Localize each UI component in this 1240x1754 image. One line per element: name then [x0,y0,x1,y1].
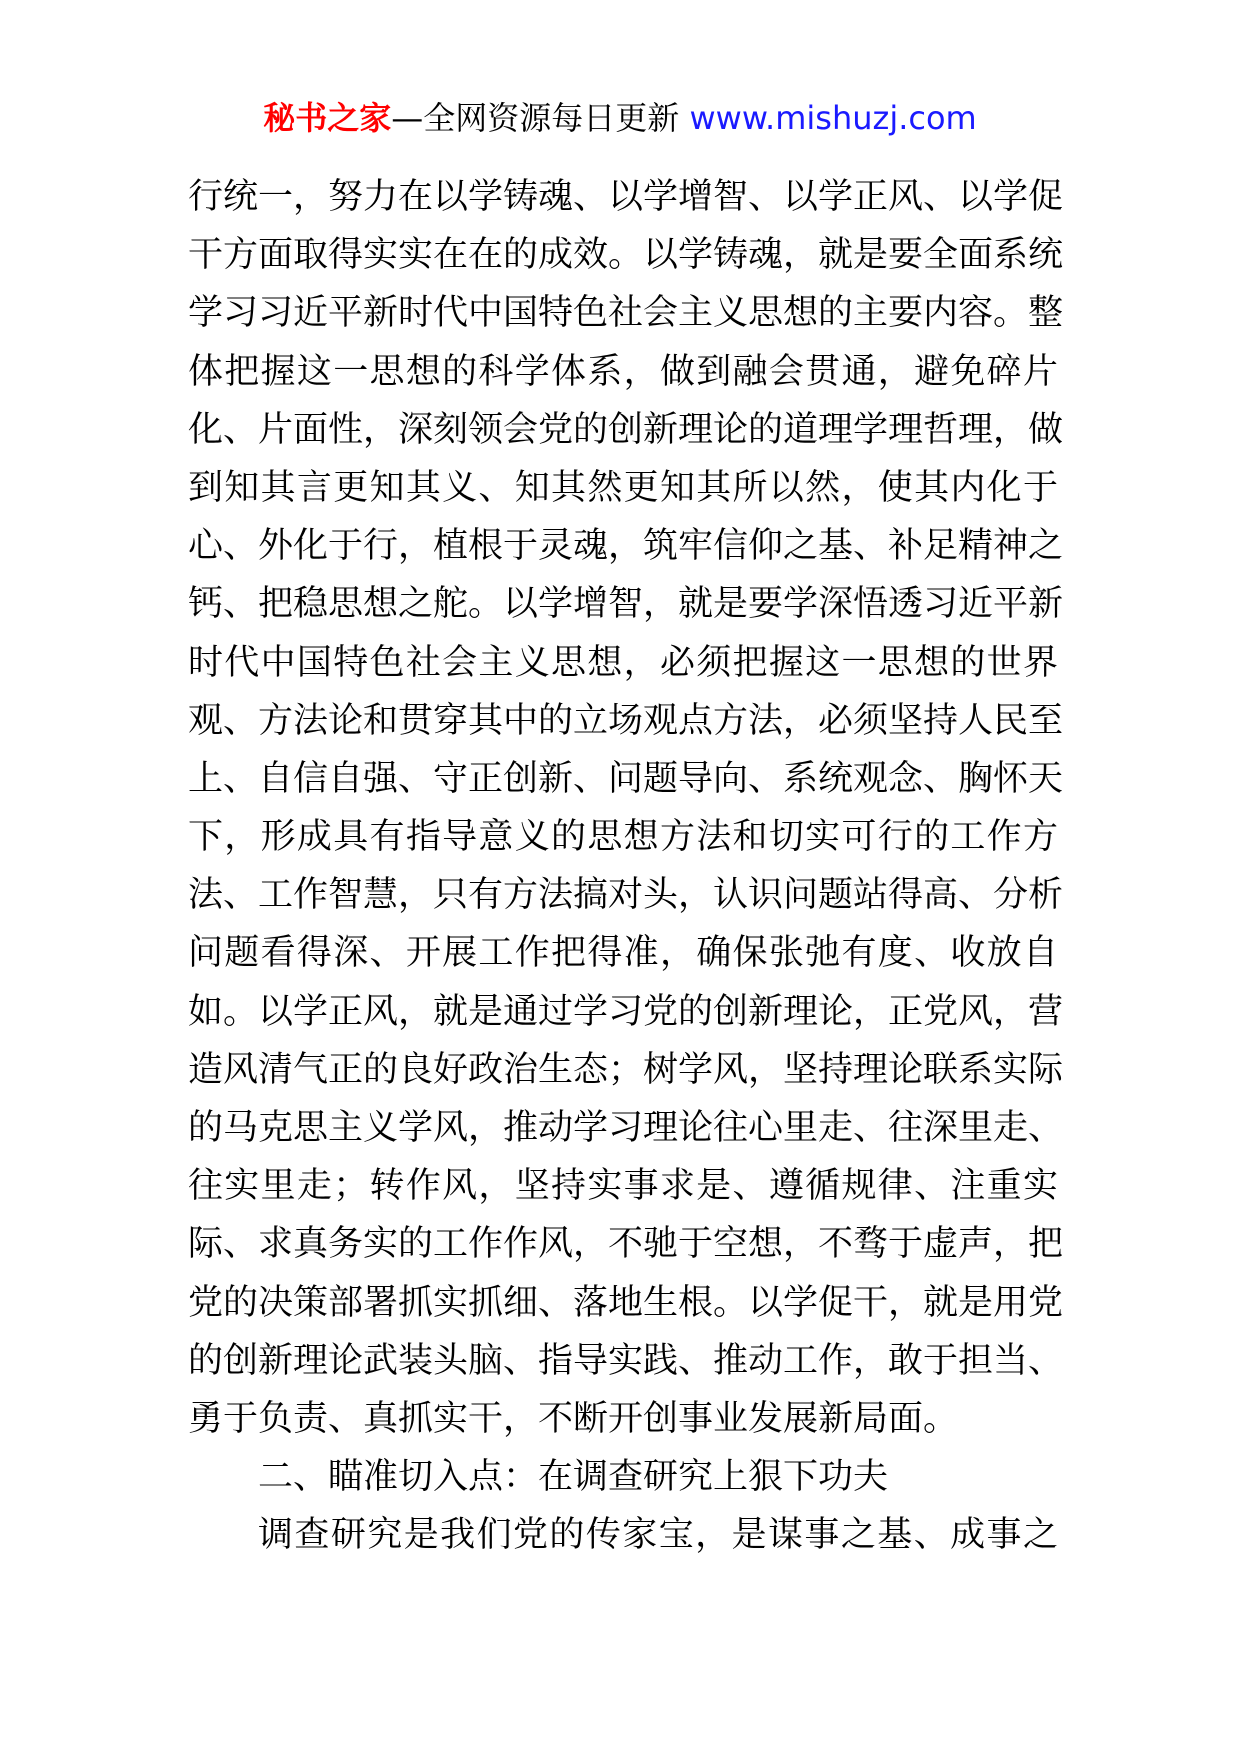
body-line: 造风清气正的良好政治生态；树学风，坚持理论联系实际 [188,1049,1064,1090]
body-line: 法、工作智慧，只有方法搞对头，认识问题站得高、分析 [188,875,1064,916]
body-line: 问题看得深、开展工作把得准，确保张弛有度、收放自 [188,933,1058,974]
body-line: 观、方法论和贯穿其中的立场观点方法，必须坚持人民至 [188,700,1064,741]
body-line: 化、片面性，深刻领会党的创新理论的道理学理哲理，做 [188,409,1064,450]
body-line: 干方面取得实实在在的成效。以学铸魂，就是要全面系统 [188,235,1064,276]
body-line: 往实里走；转作风，坚持实事求是、遵循规律、注重实 [188,1166,1058,1207]
site-url-link[interactable]: www.mishuzj.com [689,99,977,137]
body-line: 体把握这一思想的科学体系，做到融会贯通，避免碎片 [188,351,1058,392]
section-heading: 二、瞄准切入点：在调查研究上狠下功夫 [258,1457,889,1498]
body-line: 的马克思主义学风，推动学习理论往心里走、往深里走、 [188,1108,1064,1148]
body-line-paragraph-start: 调查研究是我们党的传家宝，是谋事之基、成事之 [258,1515,1058,1556]
body-line: 钙、把稳思想之舵。以学增智，就是要学深悟透习近平新 [188,584,1064,625]
body-line: 学习习近平新时代中国特色社会主义思想的主要内容。整 [188,293,1064,334]
body-line-paragraph-end: 勇于负责、真抓实干，不断开创事业发展新局面。 [188,1398,959,1439]
body-line: 的创新理论武装头脑、指导实践、推动工作，敢于担当、 [188,1340,1064,1381]
body-line: 党的决策部署抓实抓细、落地生根。以学促干，就是用党 [188,1282,1064,1323]
body-line: 下，形成具有指导意义的思想方法和切实可行的工作方 [188,817,1058,858]
site-header [0,96,1240,140]
body-line: 如。以学正风，就是通过学习党的创新理论，正党风，营 [188,991,1064,1032]
header-tagline: —全网资源每日更新 [391,99,690,137]
body-line: 到知其言更知其义、知其然更知其所以然，使其内化于 [188,467,1058,508]
brand-name: 秘书之家 [263,99,392,137]
body-line: 行统一，努力在以学铸魂、以学增智、以学正风、以学促 [188,177,1064,217]
body-line: 际、求真务实的工作作风，不驰于空想，不骛于虚声，把 [188,1224,1064,1265]
body-line: 上、自信自强、守正创新、问题导向、系统观念、胸怀天 [188,758,1064,799]
body-line: 时代中国特色社会主义思想，必须把握这一思想的世界 [188,642,1058,683]
body-line: 心、外化于行，植根于灵魂，筑牢信仰之基、补足精神之 [188,526,1064,567]
document-body [188,168,1064,1565]
